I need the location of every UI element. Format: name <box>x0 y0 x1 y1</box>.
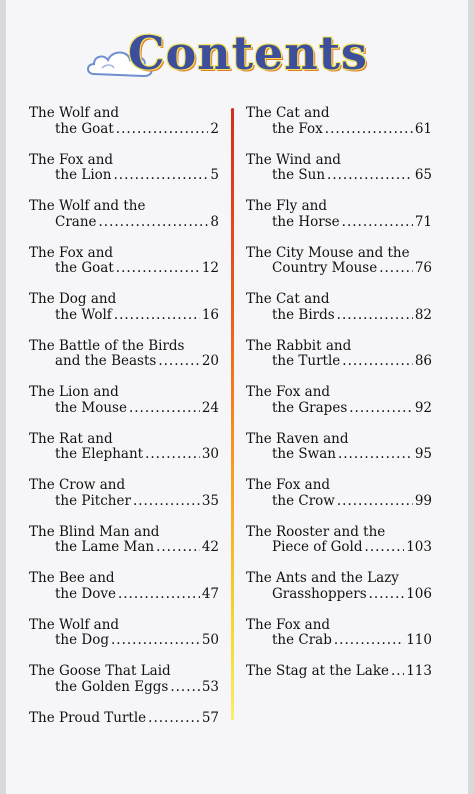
toc-page-number: 71 <box>414 213 432 230</box>
toc-entry-line2 <box>246 587 432 603</box>
dot-leader <box>158 354 199 370</box>
toc-entry-line2 <box>246 354 432 370</box>
contents-column-right <box>246 106 432 711</box>
contents-column-left <box>29 106 219 757</box>
toc-entry <box>29 478 219 525</box>
toc-page-number: 24 <box>201 399 219 416</box>
toc-entry-title-line2: the Lame Man <box>55 539 155 555</box>
toc-entry-line2 <box>246 215 432 231</box>
toc-page-number: 35 <box>201 492 219 509</box>
toc-entry <box>29 246 219 293</box>
contents-header <box>76 24 406 94</box>
toc-entry <box>29 153 219 200</box>
toc-page-number: 42 <box>201 539 219 555</box>
toc-entry-title-line2: the Dove <box>55 585 116 602</box>
dot-leader <box>129 401 200 417</box>
toc-entry-line2 <box>246 494 432 510</box>
dot-leader <box>365 540 405 556</box>
toc-entry-line2 <box>29 587 219 603</box>
toc-entry-line2 <box>29 633 219 649</box>
toc-entry-line2 <box>246 633 432 649</box>
toc-page-number: 20 <box>201 353 219 369</box>
toc-page-number: 47 <box>201 585 219 602</box>
toc-entry <box>29 339 219 386</box>
toc-page-number: 16 <box>201 306 219 323</box>
toc-entry <box>246 432 432 479</box>
toc-entry-title-line2: the Crab <box>272 632 332 648</box>
dot-leader <box>133 494 200 510</box>
toc-entry-title-line2: Piece of Gold <box>272 539 363 555</box>
gradient-divider <box>231 108 234 720</box>
page-edge-right <box>468 0 474 794</box>
toc-page-number: 82 <box>414 306 432 323</box>
toc-entry <box>29 106 219 153</box>
toc-page-number: 92 <box>414 399 432 416</box>
page-edge-left <box>0 0 6 794</box>
toc-entry-title-line1: The Wolf and <box>29 105 120 121</box>
toc-entry <box>29 199 219 246</box>
dot-leader <box>170 680 199 696</box>
toc-page-number: 12 <box>201 260 219 276</box>
toc-entry <box>246 199 432 246</box>
toc-entry-title-line1: The Fox and <box>246 616 331 633</box>
toc-entry-title-line2: Country Mouse <box>272 260 378 276</box>
toc-entry <box>29 292 219 339</box>
toc-entry-line2 <box>29 447 219 463</box>
toc-entry-title-line1: The Battle of the Birds <box>29 337 185 354</box>
toc-entry-title-line2: The Proud Turtle <box>29 709 147 726</box>
toc-entry-line2 <box>246 122 432 138</box>
toc-entry-line2 <box>29 680 219 696</box>
dot-leader <box>338 447 413 463</box>
toc-entry-title-line1: The Raven and <box>246 430 349 447</box>
toc-entry-title-line2: the Birds <box>272 306 335 323</box>
toc-entry-line2 <box>29 354 219 370</box>
toc-entry-title-line2: the Pitcher <box>55 492 131 509</box>
toc-entry <box>246 106 432 153</box>
toc-page-number: 5 <box>210 167 219 183</box>
dot-leader <box>327 168 413 184</box>
toc-entry-title-line2: the Turtle <box>272 353 341 369</box>
toc-entry <box>29 385 219 432</box>
toc-entry-title-line1: The Fly and <box>246 198 327 214</box>
toc-entry-title-line2: the Goat <box>55 260 114 276</box>
dot-leader <box>114 168 209 184</box>
toc-entry-title-line1: The Fox and <box>29 244 114 261</box>
toc-page-number: 61 <box>414 120 432 137</box>
toc-page-number: 76 <box>414 260 432 276</box>
dot-leader <box>349 401 413 417</box>
toc-entry-title-line1: The Rabbit and <box>246 337 352 354</box>
toc-entry-title-line2: the Elephant <box>55 446 144 462</box>
toc-page-number: 50 <box>201 632 219 648</box>
toc-entry-title-line1: The Goose That Laid <box>29 663 171 679</box>
toc-entry-title-line2: and the Beasts <box>55 353 157 369</box>
toc-entry-title-line2: the Wolf <box>55 306 112 323</box>
toc-entry-line2 <box>246 447 432 463</box>
dot-leader <box>145 447 200 463</box>
toc-entry-title-line1: The City Mouse and the <box>246 244 410 261</box>
toc-page-number: 53 <box>201 678 219 695</box>
toc-page-number: 65 <box>414 167 432 183</box>
toc-entry <box>246 292 432 339</box>
toc-entry-title-line2: the Horse <box>272 213 340 230</box>
dot-leader <box>369 587 405 603</box>
toc-entry-title-line1: The Wolf and <box>29 616 120 633</box>
toc-entry-line2 <box>29 711 219 727</box>
toc-page-number: 2 <box>210 120 219 137</box>
toc-entry-title-line1: The Crow and <box>29 477 126 493</box>
toc-entry-line2 <box>29 261 219 277</box>
toc-entry-line2 <box>246 540 432 556</box>
toc-entry-line2 <box>29 122 219 138</box>
dot-leader <box>116 261 200 277</box>
toc-entry-title-line2: the Lion <box>55 167 112 183</box>
toc-entry-title-line2: the Golden Eggs <box>55 678 169 695</box>
toc-entry-title-line1: The Fox and <box>246 477 331 493</box>
toc-entry <box>29 618 219 665</box>
toc-entry-line2 <box>246 664 432 680</box>
toc-entry <box>29 525 219 572</box>
toc-entry-title-line1: The Ants and the Lazy <box>246 570 399 586</box>
toc-entry-line2 <box>246 168 432 184</box>
toc-entry <box>246 618 432 665</box>
toc-entry <box>246 153 432 200</box>
toc-entry <box>29 664 219 711</box>
toc-entry-line2 <box>29 215 219 231</box>
dot-leader <box>116 122 209 138</box>
toc-entry-title-line2: the Mouse <box>55 399 127 416</box>
dot-leader <box>156 540 200 556</box>
toc-entry-title-line1: The Wind and <box>246 151 341 168</box>
toc-entry-line2 <box>246 401 432 417</box>
toc-entry-title-line1: The Rooster and the <box>246 523 386 540</box>
toc-entry-title-line1: The Cat and <box>246 105 330 121</box>
dot-leader <box>334 633 404 649</box>
toc-page-number: 86 <box>414 353 432 369</box>
toc-entry-title-line2: the Goat <box>55 120 114 137</box>
toc-entry-line2 <box>29 540 219 556</box>
toc-entry-title-line2: The Stag at the Lake <box>246 663 389 679</box>
toc-entry <box>246 246 432 293</box>
dot-leader <box>342 354 413 370</box>
toc-entry-line2 <box>29 168 219 184</box>
toc-entry-title-line2: the Sun <box>272 167 326 183</box>
toc-entry-title-line2: the Fox <box>272 120 323 137</box>
toc-entry-title-line1: The Dog and <box>29 291 117 307</box>
page-title: Contents <box>128 26 368 80</box>
dot-leader <box>342 215 413 231</box>
toc-page-number: 113 <box>406 663 432 679</box>
toc-entry-title-line2: Grasshoppers <box>272 585 367 602</box>
toc-entry-line2 <box>246 308 432 324</box>
toc-page-number: 30 <box>201 446 219 462</box>
toc-entry-title-line1: The Rat and <box>29 430 113 447</box>
toc-page-number: 110 <box>406 632 432 648</box>
dot-leader <box>379 261 413 277</box>
toc-entry-title-line2: Crane <box>55 213 97 230</box>
toc-entry-title-line2: the Dog <box>55 632 109 648</box>
dot-leader <box>337 494 413 510</box>
dot-leader <box>148 711 200 727</box>
dot-leader <box>99 215 209 231</box>
toc-page-number: 8 <box>210 213 219 230</box>
toc-entry <box>29 711 219 758</box>
dot-leader <box>337 308 413 324</box>
toc-entry <box>246 339 432 386</box>
toc-entry <box>29 571 219 618</box>
toc-page-number: 103 <box>406 539 432 555</box>
dot-leader <box>114 308 200 324</box>
dot-leader <box>325 122 413 138</box>
toc-entry-title-line2: the Swan <box>272 446 336 462</box>
toc-entry-line2 <box>246 261 432 277</box>
toc-page-number: 95 <box>414 446 432 462</box>
toc-entry-title-line1: The Cat and <box>246 291 330 307</box>
toc-entry-title-line1: The Fox and <box>246 384 331 400</box>
toc-entry-title-line2: the Grapes <box>272 399 348 416</box>
toc-page-number: 106 <box>406 585 432 602</box>
toc-entry <box>246 525 432 572</box>
toc-entry <box>29 432 219 479</box>
toc-entry <box>246 385 432 432</box>
toc-entry-title-line1: The Fox and <box>29 151 114 168</box>
toc-entry-line2 <box>29 494 219 510</box>
dot-leader <box>391 664 404 680</box>
toc-entry-title-line1: The Lion and <box>29 384 119 400</box>
toc-page-number: 57 <box>201 709 219 726</box>
dot-leader <box>111 633 200 649</box>
toc-page-number: 99 <box>414 492 432 509</box>
toc-entry-title-line1: The Wolf and the <box>29 198 146 214</box>
toc-entry-title-line2: the Crow <box>272 492 335 509</box>
toc-entry <box>246 664 432 711</box>
dot-leader <box>118 587 200 603</box>
toc-entry-title-line1: The Bee and <box>29 570 115 586</box>
toc-entry <box>246 478 432 525</box>
toc-entry-line2 <box>29 308 219 324</box>
toc-entry <box>246 571 432 618</box>
toc-entry-line2 <box>29 401 219 417</box>
toc-entry-title-line1: The Blind Man and <box>29 523 160 540</box>
